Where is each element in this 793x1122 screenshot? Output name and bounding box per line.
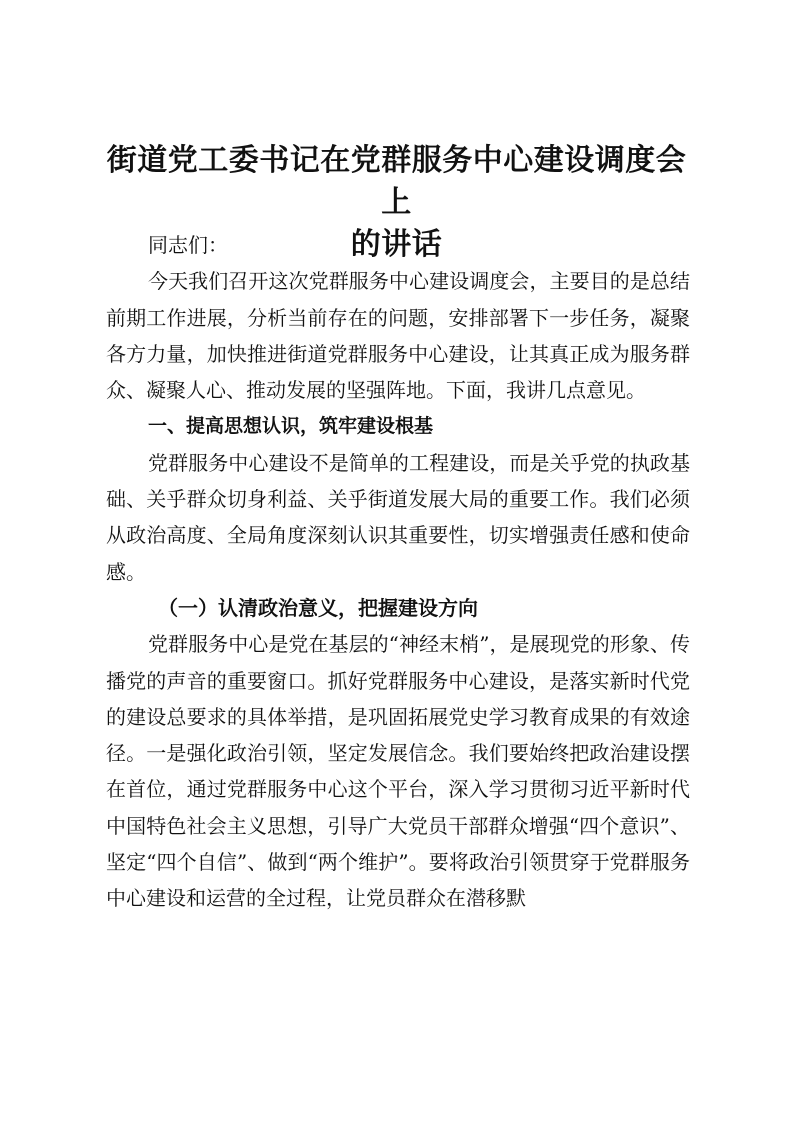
subsection-heading-1: （一）认清政治意义，把握建设方向: [158, 595, 478, 620]
paragraph-section-1: 党群服务中心建设不是简单的工程建设，而是关乎党的执政基础、关乎群众切身利益、关乎街道发展大局的重要工作。我们必须从政治高度、全局角度深刻认识其重要性，切实增强责任感和使命感。: [106, 450, 690, 584]
paragraph-subsection-1: 党群服务中心是党在基层的“神经末梢”，是展现党的形象、传播党的声音的重要窗口。抓好党群服务中心建设，是落实新时代党的建设总要求的具体举措，是巩固拓展党史学习教育成果的有效途径。一是强化政治引领，坚定发展信念。我们要始终把政治建设摆在首位，通过党群服务中心这个平台，深入学习贯彻习近平新时代中国特色社会主义思想，引导广大党员干部群众增强“四个意识”、坚定“四个自信”、做到“两个维护”。要将政治引领贯穿于党群服务中心建设和运营的全过程，让党员群众在潜移默: [106, 632, 690, 911]
title-line-2: 的讲话: [350, 227, 443, 262]
salutation: 同志们：: [148, 233, 228, 257]
title-line-1: 街道党工委书记在党群服务中心建设调度会上: [106, 143, 687, 220]
section-heading-1: 一、提高思想认识，筑牢建设根基: [148, 415, 434, 438]
document-body: [106, 227, 690, 917]
paragraph-intro: 今天我们召开这次党群服务中心建设调度会，主要目的是总结前期工作进展，分析当前存在的问题，安排部署下一步任务，凝聚各方力量，加快推进街道党群服务中心建设，让其真正成为服务群众、凝聚人心、推动发展的坚强阵地。下面，我讲几点意见。: [106, 269, 690, 403]
